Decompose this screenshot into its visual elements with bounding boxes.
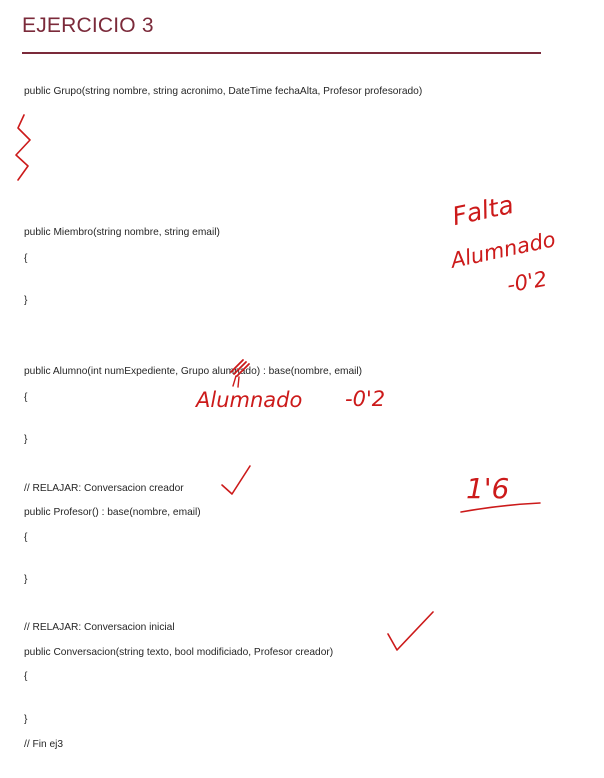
code-line-grupo-constructor: public Grupo(string nombre, string acronimo, DateTime fechaAlta, Profesor profesorado)	[24, 86, 423, 97]
annotation-alumnado-side: Alumnado	[448, 227, 558, 273]
code-line-close-brace: }	[24, 714, 28, 725]
code-line-conversacion-constructor: public Conversacion(string texto, bool modificiado, Profesor creador)	[24, 647, 334, 658]
annotation-alumnado-inline: Alumnado	[196, 388, 303, 412]
code-line-open-brace: {	[24, 532, 28, 543]
score-underline-mark	[461, 503, 540, 512]
annotation-score: 1'6	[466, 472, 510, 505]
code-line-miembro-constructor: public Miembro(string nombre, string email)	[24, 227, 220, 238]
annotation-falta: Falta	[449, 189, 517, 232]
strike-out-mark	[231, 360, 249, 376]
code-line-open-brace: {	[24, 671, 28, 682]
annotation-penalty-side: -0'2	[505, 266, 549, 298]
code-line-close-brace: }	[24, 574, 28, 585]
code-comment-conversacion-creador: // RELAJAR: Conversacion creador	[24, 483, 184, 494]
insertion-caret-mark	[233, 376, 239, 387]
code-line-open-brace: {	[24, 392, 28, 403]
squiggle-mark	[16, 115, 30, 180]
code-line-alumno-constructor: public Alumno(int numExpediente, Grupo alumnado) : base(nombre, email)	[24, 366, 363, 377]
code-comment-fin: // Fin ej3	[24, 739, 64, 750]
code-line-close-brace: }	[24, 434, 28, 445]
code-line-profesor-constructor: public Profesor() : base(nombre, email)	[24, 507, 201, 518]
annotation-penalty-inline: -0'2	[345, 387, 386, 411]
checkmark-icon	[222, 466, 250, 494]
code-line-close-brace: }	[24, 295, 28, 306]
code-comment-conversacion-inicial: // RELAJAR: Conversacion inicial	[24, 622, 175, 633]
checkmark-icon	[388, 612, 433, 650]
page-title: EJERCICIO 3	[22, 14, 154, 37]
code-line-open-brace: {	[24, 253, 28, 264]
